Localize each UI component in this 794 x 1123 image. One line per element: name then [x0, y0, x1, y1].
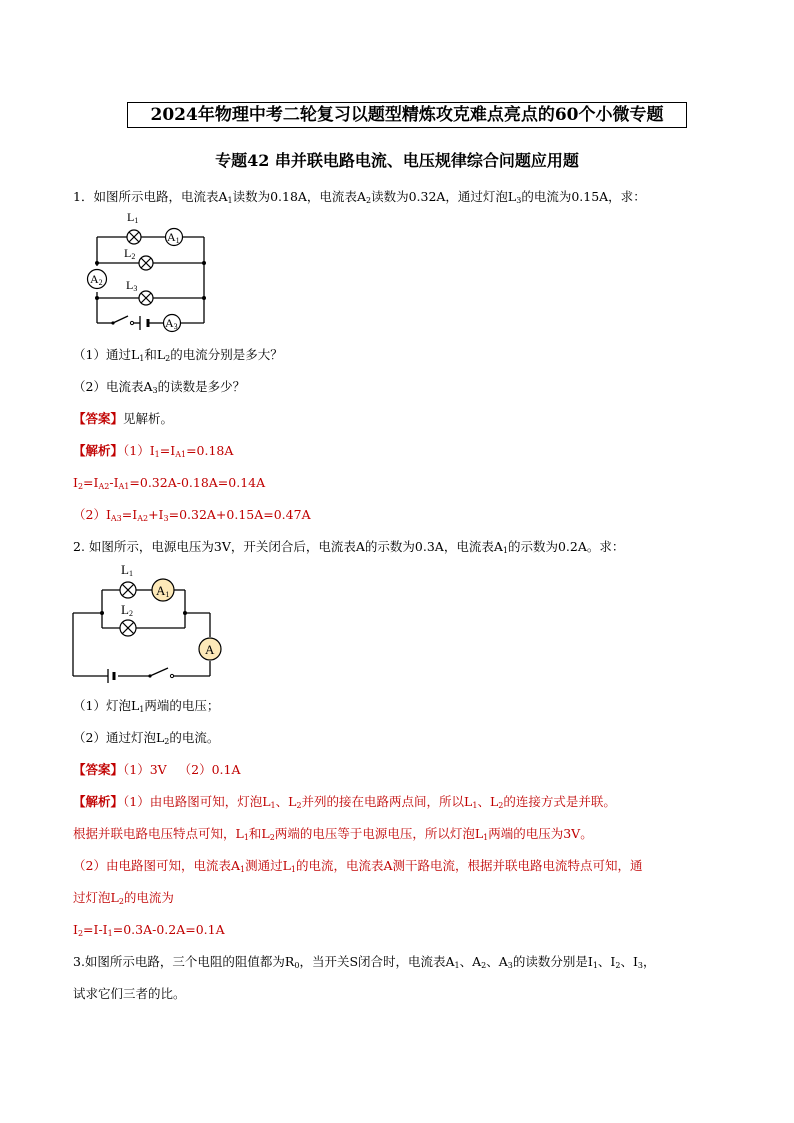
q2-analysis-1: 【解析】（1）由电路图可知，灯泡$L_1$、$L_2$并列的接在电路两点间，所以$L_1$、$L_2$的连接方式是并联。: [73, 794, 616, 810]
q1-sub1: （1）通过$L_1$和$L_2$的电流分别是多大？: [73, 347, 283, 363]
q3-stem-line1: 3.如图所示电路，三个电阻的阻值都为$R_0$，当开关S闭合时，电流表$A_1$、$A_2$、$A_3$的读数分别是$I_1$、$I_2$、$I_3$，: [73, 954, 656, 970]
switch-pivot: [148, 674, 151, 677]
switch-contact: [170, 674, 173, 677]
switch-contact: [130, 321, 133, 324]
lamp-L1: [120, 582, 136, 598]
q2-analysis-3: （2）由电路图可知，电流表$A_1$测通过$L_1$的电流，电流表A测干路电流，根据并联电路电流特点可知，通: [73, 858, 643, 874]
q2-analysis-5: $I_2=I-I_1=0.3A-0.2A=0.1A$: [73, 922, 225, 938]
q1-analysis-3: $(2)I_{A3}=I_{A2}+I_3=0.32A+0.15A=0.47A$: [73, 507, 311, 523]
lamp-L3: [139, 291, 153, 305]
lamp-L2-label: L2: [124, 246, 136, 261]
lamp-L3-label: L3: [126, 278, 138, 293]
q1-analysis-1: 【解析】$(1)I_1=I_{A1}=0.18A$: [73, 443, 234, 459]
ammeter-A-label: A: [205, 642, 215, 657]
q2-sub1: （1）灯泡$L_1$两端的电压；: [73, 698, 220, 714]
lamp-L2-label: L2: [121, 602, 133, 618]
q2-analysis-4: 过灯泡$L_2$的电流为: [73, 890, 174, 906]
lamp-L1: [127, 230, 141, 244]
q2-analysis-2: 根据并联电路电压特点可知，$L_1$和$L_2$两端的电压等于电源电压，所以灯泡$L_1$两端的电压为3V。: [73, 826, 593, 842]
lamp-L1-label: L1: [127, 210, 139, 225]
q2-sub2: （2）通过灯泡$L_2$的电流。: [73, 730, 220, 746]
ammeter-A1-label: A1: [156, 583, 170, 599]
lamp-L1-label: L1: [121, 562, 133, 578]
q1-circuit-diagram: [80, 205, 220, 335]
q2-stem: 2. 如图所示，电源电压为3V，开关闭合后，电流表A的示数为0.3A，电流表$A_1$的示数为0.2A。求：: [73, 539, 625, 555]
q2-answer: 【答案】（1）3V （2）0.1A: [73, 762, 241, 777]
q1-sub2: （2）电流表$A_3$的读数是多少？: [73, 379, 246, 395]
ammeter-A2-label: A2: [90, 272, 103, 287]
q1-analysis-2: $I_2=I_{A2}-I_{A1}=0.32A-0.18A=0.14A$: [73, 475, 266, 491]
topic-subtitle: 专题42 串并联电路电流、电压规律综合问题应用题: [215, 151, 579, 170]
lamp-L2: [139, 256, 153, 270]
q2-circuit-diagram: [68, 558, 228, 683]
lamp-L2: [120, 620, 136, 636]
ammeter-A3-label: A3: [165, 316, 178, 331]
analysis-tag: 【解析】: [73, 794, 124, 809]
ammeter-A1-label: A1: [167, 230, 180, 245]
answer-tag: 【答案】: [73, 411, 124, 426]
switch-pivot: [111, 321, 114, 324]
answer-tag: 【答案】: [73, 762, 124, 777]
analysis-tag: 【解析】: [73, 443, 124, 458]
q1-stem: 1．如图所示电路，电流表$A_1$读数为0.18A，电流表$A_2$读数为0.32A，通过灯泡$L_3$的电流为0.15A，求：: [73, 189, 646, 205]
q3-stem-line2: 试求它们三者的比。: [73, 986, 186, 1001]
q1-answer: 【答案】见解析。: [73, 411, 174, 426]
collection-title: 2024年物理中考二轮复习以题型精炼攻克难点亮点的60个小微专题: [127, 102, 687, 128]
